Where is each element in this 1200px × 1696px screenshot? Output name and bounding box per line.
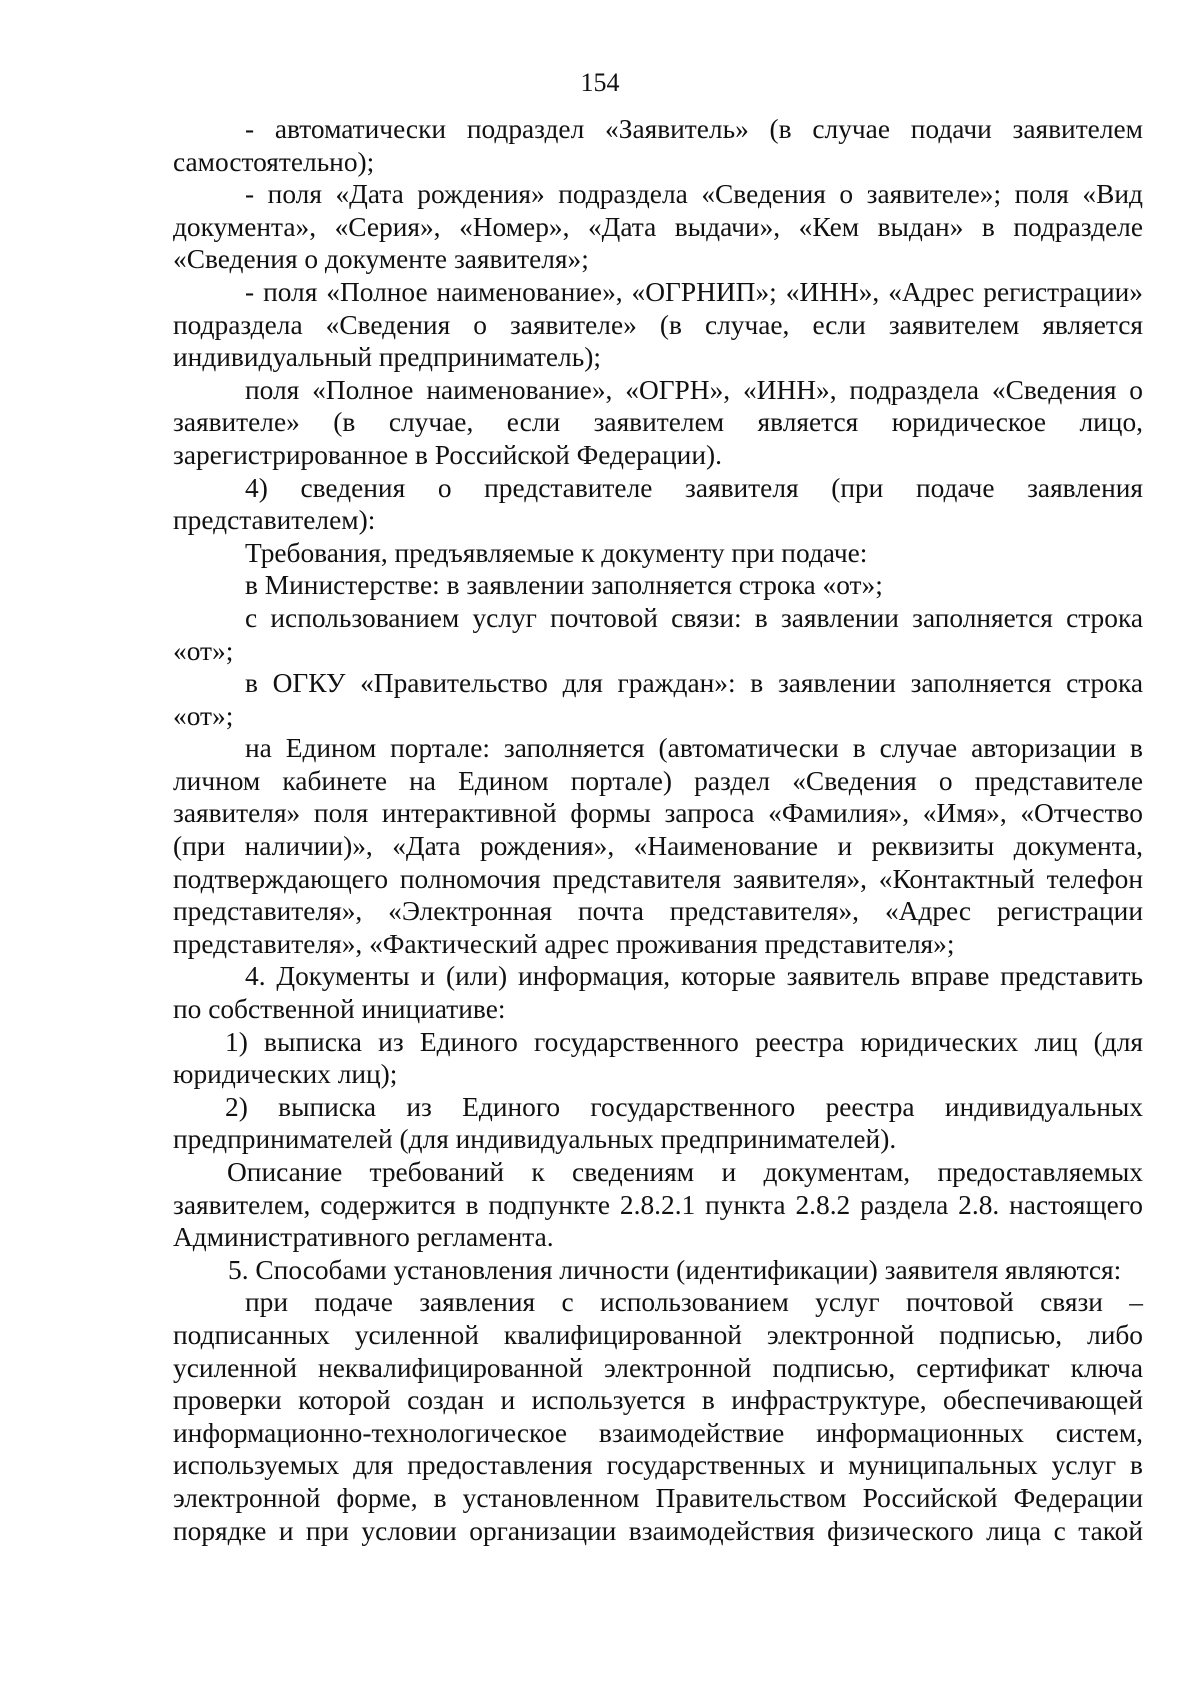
- paragraph-birth-date-fields: - поля «Дата рождения» подраздела «Сведения о заявителе»; поля «Вид документа», «Серия», «Номер», «Дата выдачи», «Кем выдан» в подразделе «Сведения о документе заявителя»;: [173, 179, 1143, 275]
- paragraph-requirements-description: Описание требований к сведениям и документам, предоставляемых заявителем, содержится в подпункте 2.8.2.1 пункта 2.8.2 раздела 2.8. настоящего Административного регламента.: [173, 1157, 1143, 1253]
- paragraph-requirements: Требования, предъявляемые к документу при подаче:: [245, 537, 868, 568]
- paragraph-postal-signature: при подаче заявления с использованием услуг почтовой связи – подписанных усиленной квалифицированной электронной подписью, либо усиленной неквалифицированной электронной подписью, сертификат ключа проверки которой создан и используется в инфраструктуре, обеспечивающей информационно-технологическое взаимодействие информационных систем, используемых для предоставления государственных и муниципальных услуг в электронной форме, в установленном Правительством Российской Федерации порядке и при условии организации взаимодействия физического лица с такой: [173, 1287, 1143, 1546]
- paragraph-section-5: 5. Способами установления личности (идентификации) заявителя являются:: [228, 1254, 1122, 1285]
- paragraph-unified-portal: на Едином портале: заполняется (автоматически в случае авторизации в личном кабинете на Едином портале) раздел «Сведения о представителе заявителя» поля интерактивной формы запроса «Фамилия», «Имя», «Отчество (при наличии)», «Дата рождения», «Наименование и реквизиты документа, подтверждающего полномочия представителя заявителя», «Контактный телефон представителя», «Электронная почта представителя», «Адрес регистрации представителя», «Фактический адрес проживания представителя»;: [173, 733, 1143, 959]
- paragraph-legal-entity-fields: поля «Полное наименование», «ОГРН», «ИНН», подраздела «Сведения о заявителе» (в случае, если заявителем является юридическое лицо, зарегистрированное в Российской Федерации).: [173, 374, 1143, 470]
- list-item-2: 2) выписка из Единого государственного реестра индивидуальных предпринимателей (для индивидуальных предпринимателей).: [173, 1091, 1143, 1155]
- paragraph-representative-info: 4) сведения о представителе заявителя (при подаче заявления представителем):: [173, 472, 1143, 536]
- page-number: 154: [580, 68, 620, 97]
- paragraph-postal: с использованием услуг почтовой связи: в заявлении заполняется строка «от»;: [173, 602, 1143, 666]
- paragraph-applicant-auto: - автоматически подраздел «Заявитель» (в случае подачи заявителем самостоятельно);: [173, 114, 1143, 177]
- paragraph-entrepreneur-fields: - поля «Полное наименование», «ОГРНИП»; «ИНН», «Адрес регистрации» подраздела «Сведения о заявителе» (в случае, если заявителем является индивидуальный предприниматель);: [173, 276, 1143, 373]
- paragraph-section-4: 4. Документы и (или) информация, которые заявитель вправе представить по собственной инициативе:: [173, 961, 1143, 1025]
- list-item-1: 1) выписка из Единого государственного реестра юридических лиц (для юридических лиц);: [173, 1026, 1143, 1090]
- paragraph-ministry: в Министерстве: в заявлении заполняется строка «от»;: [245, 570, 883, 601]
- paragraph-ogku: в ОГКУ «Правительство для граждан»: в заявлении заполняется строка «от»;: [173, 668, 1143, 731]
- document-body: [173, 113, 1143, 1547]
